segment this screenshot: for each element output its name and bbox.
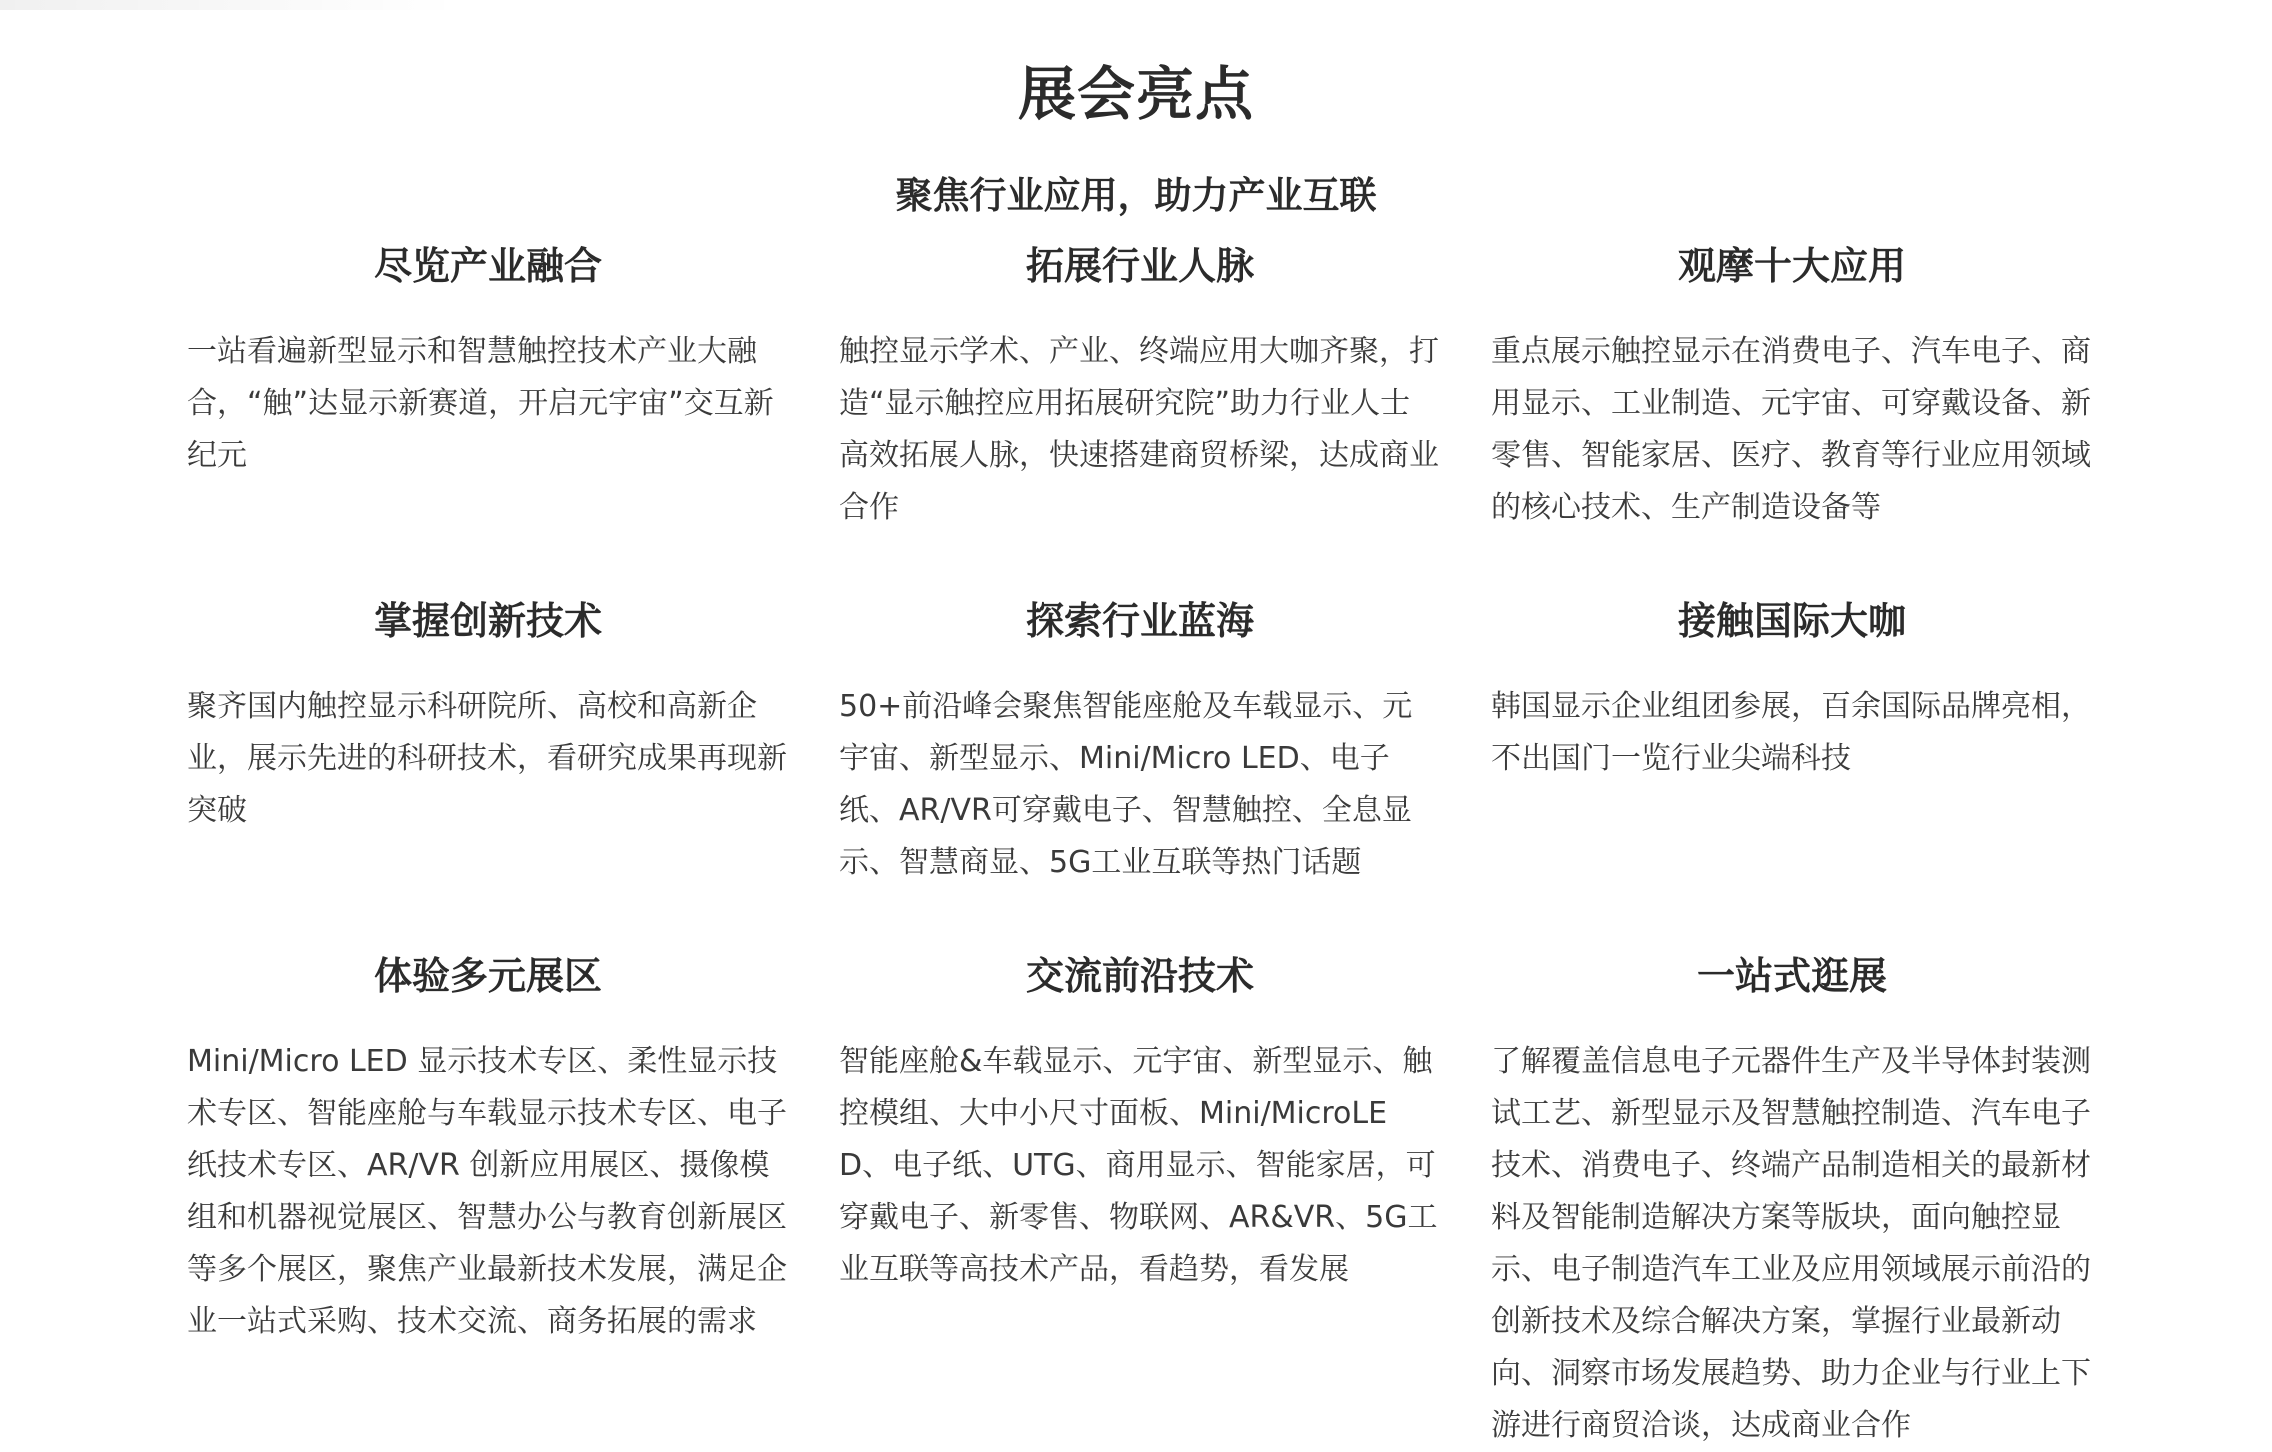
highlight-description: 韩国显示企业组团参展，百余国际品牌亮相，不出国门一览行业尖端科技 (1491, 689, 2091, 776)
highlight-title: 拓展行业人脉 (1025, 244, 1254, 288)
highlight-title: 接触国际大咖 (1677, 599, 1906, 643)
highlight-description: 50+前沿峰会聚焦智能座舱及车载显示、元宇宙、新型显示、Mini/Micro LED、电子纸、AR/VR可穿戴电子、智慧触控、全息显示、智慧商显、5G工业互联等热门话题 (839, 689, 1413, 880)
highlight-industry-fusion (187, 240, 789, 595)
highlight-ten-applications (1491, 240, 2093, 595)
highlight-blue-ocean (839, 595, 1441, 950)
highlight-one-stop (1491, 950, 2093, 1452)
top-decoration (0, 0, 460, 10)
highlight-description: Mini/Micro LED 显示技术专区、柔性显示技术专区、智能座舱与车载显示技术专区、电子纸技术专区、AR/VR 创新应用展区、摄像模组和机器视觉展区、智慧办公与教育创新展区等多个展区，聚焦产业最新技术发展，满足企业一站式采购、技术交流、商务拓展的需求 (187, 1044, 787, 1339)
highlight-description: 智能座舱&车载显示、元宇宙、新型显示、触控模组、大中小尺寸面板、Mini/MicroLED、电子纸、UTG、商用显示、智能家居，可穿戴电子、新零售、物联网、AR&VR、5G工业互联等高技术产品，看趋势，看发展 (839, 1044, 1438, 1287)
highlight-title: 交流前沿技术 (1025, 954, 1254, 998)
highlight-description: 聚齐国内触控显示科研院所、高校和高新企业，展示先进的科研技术，看研究成果再现新突破 (187, 689, 787, 828)
highlight-description: 触控显示学术、产业、终端应用大咖齐聚，打造“显示触控应用拓展研究院”助力行业人士高效拓展人脉，快速搭建商贸桥梁，达成商业合作 (839, 334, 1439, 525)
highlight-description: 了解覆盖信息电子元器件生产及半导体封装测试工艺、新型显示及智慧触控制造、汽车电子技术、消费电子、终端产品制造相关的最新材料及智能制造解决方案等版块，面向触控显示、电子制造汽车工业及应用领域展示前沿的创新技术及综合解决方案，掌握行业最新动向、洞察市场发展趋势、助力企业与行业上下游进行商贸洽谈，达成商业合作 (1491, 1044, 2091, 1443)
highlight-international (1491, 595, 2093, 950)
highlights-grid (187, 240, 2091, 1452)
highlight-description: 重点展示触控显示在消费电子、汽车电子、商用显示、工业制造、元宇宙、可穿戴设备、新零售、智能家居、医疗、教育等行业应用领域的核心技术、生产制造设备等 (1491, 334, 2091, 525)
highlight-title: 探索行业蓝海 (1025, 599, 1254, 643)
highlight-exhibition-zones (187, 950, 789, 1452)
highlight-innovation-tech (187, 595, 789, 950)
highlight-title: 体验多元展区 (373, 954, 602, 998)
highlight-title: 尽览产业融合 (373, 244, 602, 288)
highlight-title: 掌握创新技术 (373, 599, 602, 643)
highlight-description: 一站看遍新型显示和智慧触控技术产业大融合，“触”达显示新赛道，开启元宇宙”交互新纪元 (187, 334, 774, 473)
highlight-network-expansion (839, 240, 1441, 595)
highlight-title: 一站式逛展 (1696, 954, 1887, 998)
page-title: 展会亮点 (1017, 59, 1254, 128)
highlight-frontier-tech (839, 950, 1441, 1452)
highlight-title: 观摩十大应用 (1677, 244, 1906, 288)
page-subtitle: 聚焦行业应用，助力产业互联 (895, 173, 1377, 217)
